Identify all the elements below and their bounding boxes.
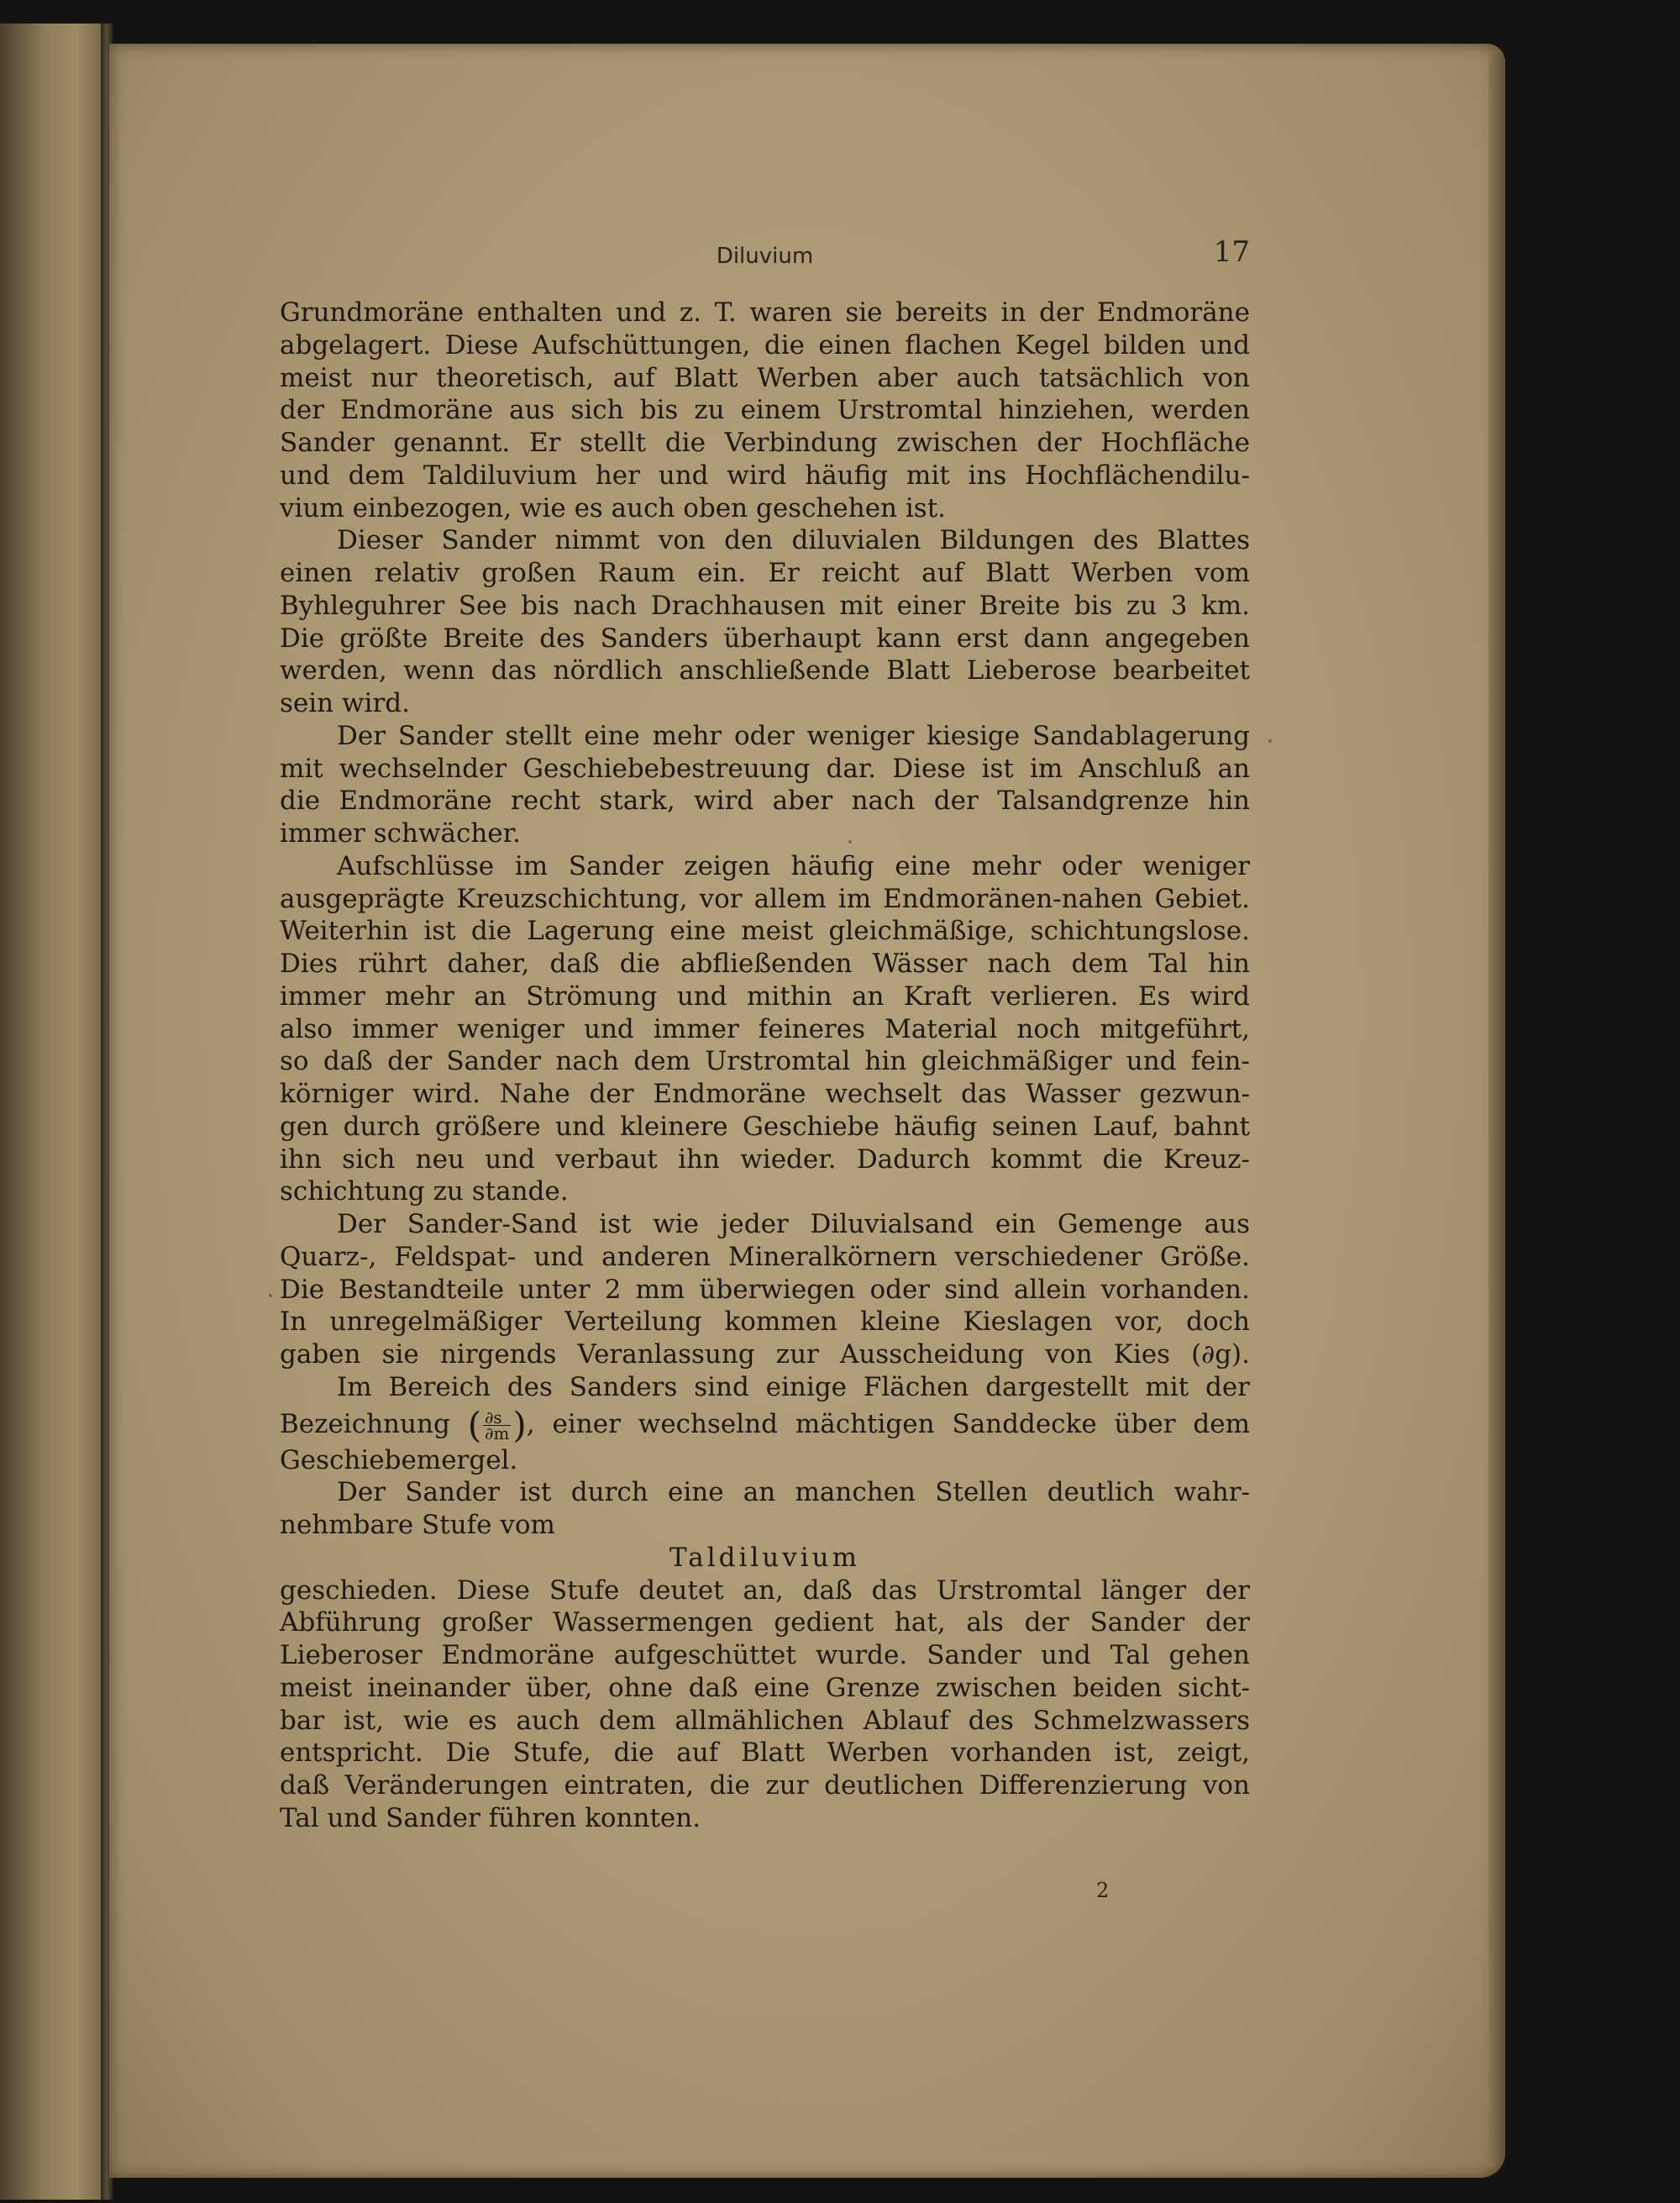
formula-numerator: ∂s — [483, 1410, 511, 1426]
text-line: Im Bereich des Sanders sind einige Flächen dargestellt mit der — [337, 1371, 1250, 1402]
text-line: Dies rührt daher, daß die abfließenden Wässer nach dem Tal hin — [280, 949, 1250, 979]
text-line: Die größte Breite des Sanders überhaupt kann erst dann angegeben — [280, 623, 1250, 654]
text-line: Der Sander ist durch eine an manchen Stellen deutlich wahr- — [337, 1477, 1250, 1508]
text-line: Der Sander stellt eine mehr oder weniger kiesige Sandablagerung — [337, 720, 1250, 751]
page-right-edge — [1488, 50, 1505, 2168]
text-line: gen durch größere und kleinere Geschiebe häufig seinen Lauf, bahnt — [280, 1111, 1250, 1142]
text-line: Die Bestandteile unter 2 mm überwiegen oder sind allein vorhanden. — [280, 1274, 1250, 1305]
text-line: abgelagert. Diese Aufschüttungen, die einen flachen Kegel bilden und — [280, 329, 1250, 360]
text-line: vium einbezogen, wie es auch oben geschehen ist. — [280, 492, 947, 523]
formula-close-paren: ) — [512, 1404, 527, 1445]
text-line: Abführung großer Wassermengen gedient hat, als der Sander der — [280, 1607, 1250, 1638]
text-line: so daß der Sander nach dem Urstromtal hin gleichmäßiger und fein- — [280, 1046, 1250, 1077]
running-head — [280, 235, 1250, 277]
paper-speck — [1268, 739, 1272, 743]
text-line: Der Sander-Sand ist wie jeder Diluvialsand ein Gemenge aus — [337, 1209, 1250, 1239]
text-line: Sander genannt. Er stellt die Verbindung zwischen der Hochfläche — [280, 428, 1250, 458]
text-line: körniger wird. Nahe der Endmoräne wechselt das Wasser gezwun- — [280, 1079, 1250, 1109]
text-line: immer schwächer. — [280, 818, 521, 849]
page-number: 17 — [1213, 235, 1250, 269]
text-line: meist ineinander über, ohne daß eine Grenze zwischen beiden sicht- — [280, 1672, 1250, 1703]
text-line: bar ist, wie es auch dem allmählichen Ablauf des Schmelzwassers — [280, 1705, 1250, 1736]
text-line: und dem Taldiluvium her und wird häufig mit ins Hochflächendilu- — [280, 460, 1250, 491]
text-line: also immer weniger und immer feineres Material noch mitgeführt, — [280, 1013, 1250, 1044]
text-line: Tal und Sander führen konnten. — [280, 1802, 701, 1833]
paper-speck — [269, 1294, 272, 1297]
text-line: sein wird. — [280, 688, 410, 718]
section-heading: Taldiluvium — [669, 1542, 861, 1573]
formula-open-paren: ( — [467, 1404, 482, 1445]
text-line: Aufschlüsse im Sander zeigen häufig eine mehr oder weniger — [337, 850, 1250, 881]
text-line: In unregelmäßiger Verteilung kommen kleine Kieslagen vor, doch — [280, 1307, 1250, 1338]
text-line: geschieden. Diese Stufe deutet an, daß das Urstromtal länger der — [280, 1575, 1250, 1606]
text-line: werden, wenn das nördlich anschließende Blatt Lieberose bearbeitet — [280, 655, 1250, 686]
text-line: gaben sie nirgends Veranlassung zur Ausscheidung von Kies (∂g). — [280, 1339, 1250, 1370]
formula-before-text: Bezeichnung — [280, 1408, 450, 1439]
formula-denominator: ∂m — [485, 1422, 510, 1443]
running-head-title: Diluvium — [716, 244, 814, 269]
text-line: Lieberoser Endmoräne aufgeschüttet wurde. Sander und Tal gehen — [280, 1640, 1250, 1670]
text-line: meist nur theoretisch, auf Blatt Werben aber auch tatsächlich von — [280, 362, 1250, 393]
text-line: nehmbare Stufe vom — [280, 1510, 555, 1540]
formula-after-text: , einer wechselnd mächtigen Sanddecke über dem — [526, 1408, 1250, 1439]
text-line: einen relativ großen Raum ein. Er reicht auf Blatt Werben vom — [280, 558, 1250, 588]
text-line: Quarz-, Feldspat- und anderen Mineralkörnern verschiedener Größe. — [280, 1241, 1250, 1272]
formula-fraction — [483, 1406, 511, 1443]
text-line: Weiterhin ist die Lagerung eine meist gleichmäßige, schichtungslose. — [280, 916, 1250, 947]
previous-page-edge — [0, 24, 109, 2200]
text-line: entspricht. Die Stufe, die auf Blatt Werben vorhanden ist, zeigt, — [280, 1738, 1250, 1769]
signature-mark: 2 — [1096, 1879, 1110, 1902]
text-line: die Endmoräne recht stark, wird aber nach der Talsandgrenze hin — [280, 786, 1250, 817]
text-line: Geschiebemergel. — [280, 1444, 518, 1475]
text-line: schichtung zu stande. — [280, 1176, 569, 1207]
text-line: Grundmoräne enthalten und z. T. waren sie bereits in der Endmoräne — [280, 297, 1250, 328]
formula-line — [280, 1404, 1250, 1444]
text-line: ausgeprägte Kreuzschichtung, vor allem im Endmoränen-nahen Gebiet. — [280, 883, 1250, 914]
text-line: immer mehr an Strömung und mithin an Kraft verlieren. Es wird — [280, 981, 1250, 1012]
text-line: Byhleguhrer See bis nach Drachhausen mit einer Breite bis zu 3 km. — [280, 590, 1250, 621]
text-line: mit wechselnder Geschiebebestreuung dar. Diese ist im Anschluß an — [280, 753, 1250, 784]
text-line: daß Veränderungen eintraten, die zur deutlichen Differenzierung von — [280, 1770, 1250, 1801]
body-text — [280, 297, 1250, 1835]
text-line: Dieser Sander nimmt von den diluvialen Bildungen des Blattes — [337, 525, 1250, 556]
text-line: der Endmoräne aus sich bis zu einem Urstromtal hinziehen, werden — [280, 395, 1250, 426]
text-line: ihn sich neu und verbaut ihn wieder. Dadurch kommt die Kreuz- — [280, 1144, 1250, 1175]
